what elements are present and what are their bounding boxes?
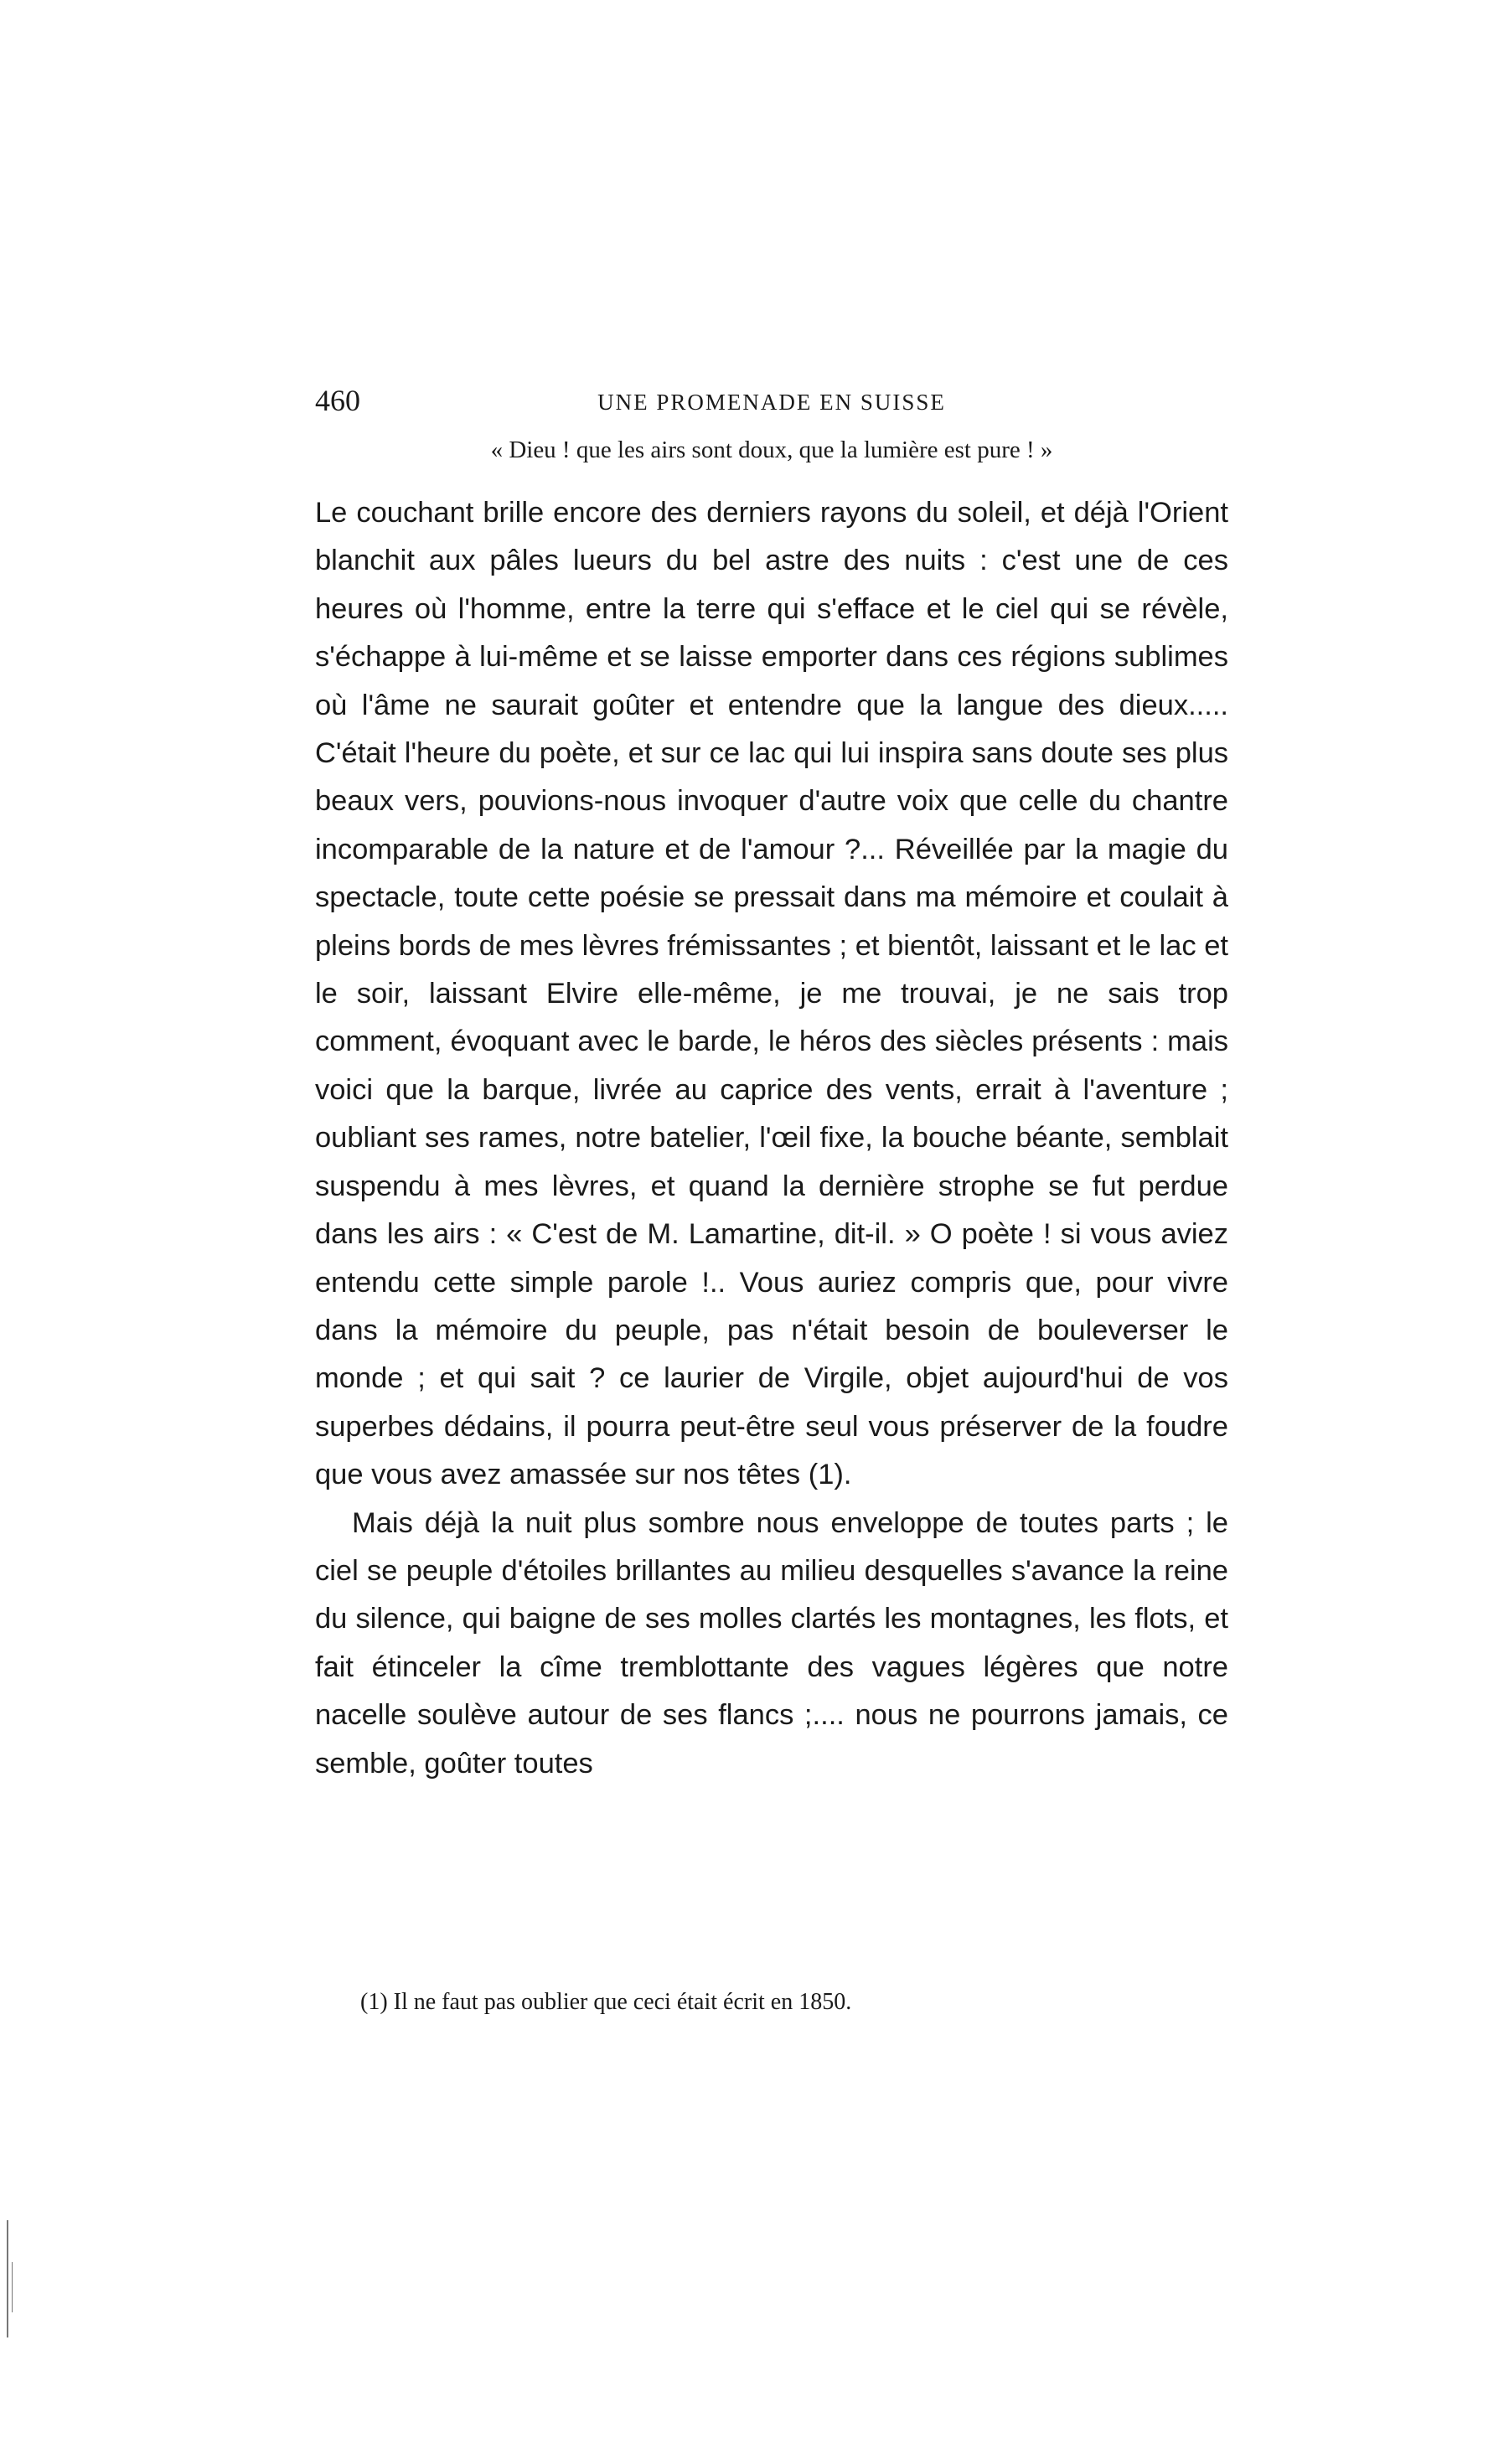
page-number: 460: [315, 384, 360, 417]
body-text: [315, 489, 1228, 1788]
epigraph-quote: « Dieu ! que les airs sont doux, que la lumière est pure ! »: [490, 436, 1053, 463]
scan-mark: [12, 2262, 13, 2312]
page-header: [315, 379, 1228, 422]
paragraph: Mais déjà la nuit plus sombre nous enveloppe de toutes parts ; le ciel se peuple d'étoiles brillantes au milieu desquelles s'avance la reine du silence, qui baigne de ses molles clartés les montagnes, les flots, et fait étinceler la cîme tremblottante des vagues légères que notre nacelle soulève autour de ses flancs ;.... nous ne pourrons jamais, ce semble, goûter toutes: [315, 1506, 1228, 1780]
footnote: (1) Il ne faut pas oublier que ceci était écrit en 1850.: [360, 1989, 852, 2015]
scan-mark: [7, 2220, 8, 2337]
paragraph: Le couchant brille encore des derniers rayons du soleil, et déjà l'Orient blanchit aux pâles lueurs du bel astre des nuits : c'est une de ces heures où l'homme, entre la terre qui s'efface et le ciel qui se révèle, s'échappe à lui-même et se laisse emporter dans ces régions sublimes où l'âme ne saurait goûter et entendre que la langue des dieux..... C'était l'heure du poète, et sur ce lac qui lui inspira sans doute ses plus beaux vers, pouvions-nous invoquer d'autre voix que celle du chantre incomparable de la nature et de l'amour ?... Réveillée par la magie du spectacle, toute cette poésie se pressait dans ma mémoire et coulait à pleins bords de mes lèvres frémissantes ; et bientôt, laissant et le lac et le soir, laissant Elvire elle-même, je me trouvai, je ne sais trop comment, évoquant avec le barde, le héros des siècles présents : mais voici que la barque, livrée au caprice des vents, errait à l'aventure ; oubliant ses rames, notre batelier, l'œil fixe, la bouche béante, semblait suspendu à mes lèvres, et quand la dernière strophe se fut perdue dans les airs : « C'est de M. Lamartine, dit-il. » O poète ! si vous aviez entendu cette simple parole !.. Vous auriez compris que, pour vivre dans la mémoire du peuple, pas n'était besoin de bouleverser le monde ; et qui sait ? ce laurier de Virgile, objet aujourd'hui de vos superbes dédains, il pourra peut-être seul vous préserver de la foudre que vous avez amassée sur nos têtes (1).: [315, 497, 1228, 1491]
running-title: UNE PROMENADE EN SUISSE: [597, 390, 946, 415]
